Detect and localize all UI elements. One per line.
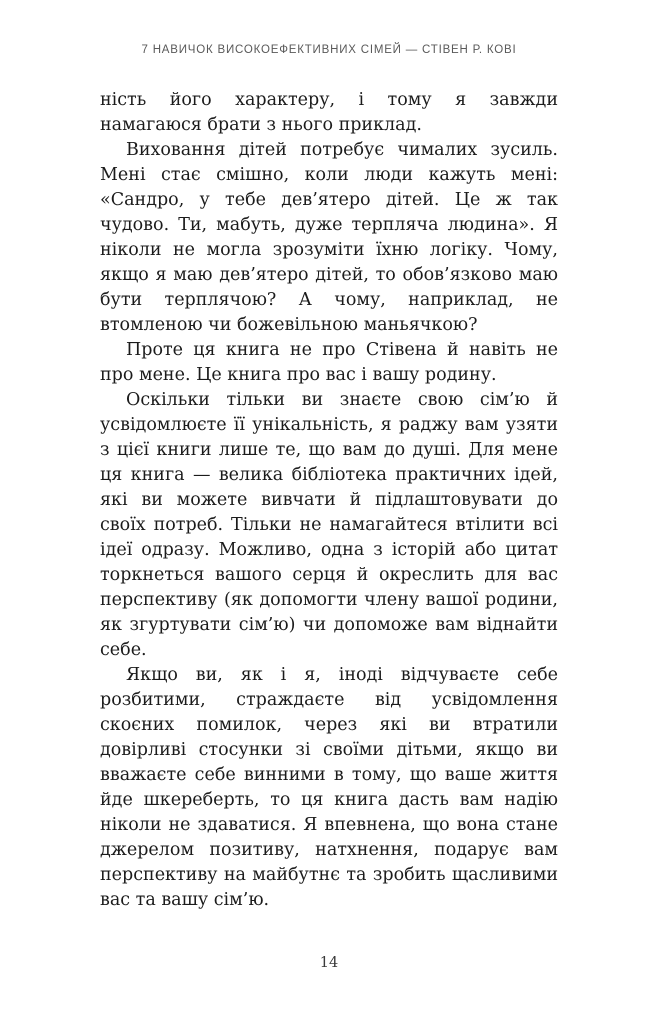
paragraph: Оскільки тільки ви знаєте свою сім’ю й усвідомлюєте її унікальність, я раджу вам узяти з цієї книги лише те, що вам до душі. Для мене ця книга — велика бібліотека практичних ідей, які ви можете вивчати й підлаштовувати до своїх потреб. Тільки не намагайтеся втілити всі ідеї одразу. Можливо, одна з історій або цитат торкнеться вашого серця й окреслить для вас перспективу (як допомогти члену вашої родини, як згуртувати сім’ю) чи допоможе вам віднайти себе. (100, 390, 558, 660)
paragraph: Виховання дітей потребує чималих зусиль. Мені стає смішно, коли люди кажуть мені: «Сандро, у тебе дев’ятеро дітей. Це ж так чудово. Ти, мабуть, дуже терпляча людина». Я ніколи не могла зрозуміти їхню логіку. Чому, якщо я маю дев’ятеро дітей, то обов’язково маю бути терплячою? А чому, наприклад, не втомленою чи божевільною маньячкою? (100, 140, 558, 335)
paragraph: Якщо ви, як і я, іноді відчуваєте себе розбитими, страждаєте від усвідомлення скоєних помилок, через які ви втратили довірливі стосунки зі своїми дітьми, якщо ви вважаєте себе винними в тому, що ваше життя йде шкереберть, то ця книга дасть вам надію ніколи не здаватися. Я впевнена, що вона стане джерелом позитиву, натхнення, подарує вам перспективу на майбутнє та зробить щасливими вас та вашу сім’ю. (100, 665, 558, 910)
page-body (100, 88, 558, 913)
page-number: 14 (319, 955, 339, 971)
paragraph: Проте ця книга не про Стівена й навіть не про мене. Це книга про вас і вашу родину. (100, 340, 558, 385)
running-header: 7 НАВИЧОК ВИСОКОЕФЕКТИВНИХ СІМЕЙ — СТІВЕН Р. КОВІ (141, 44, 517, 56)
paragraph: ність його характеру, і тому я завжди намагаюся брати з нього приклад. (100, 90, 558, 135)
